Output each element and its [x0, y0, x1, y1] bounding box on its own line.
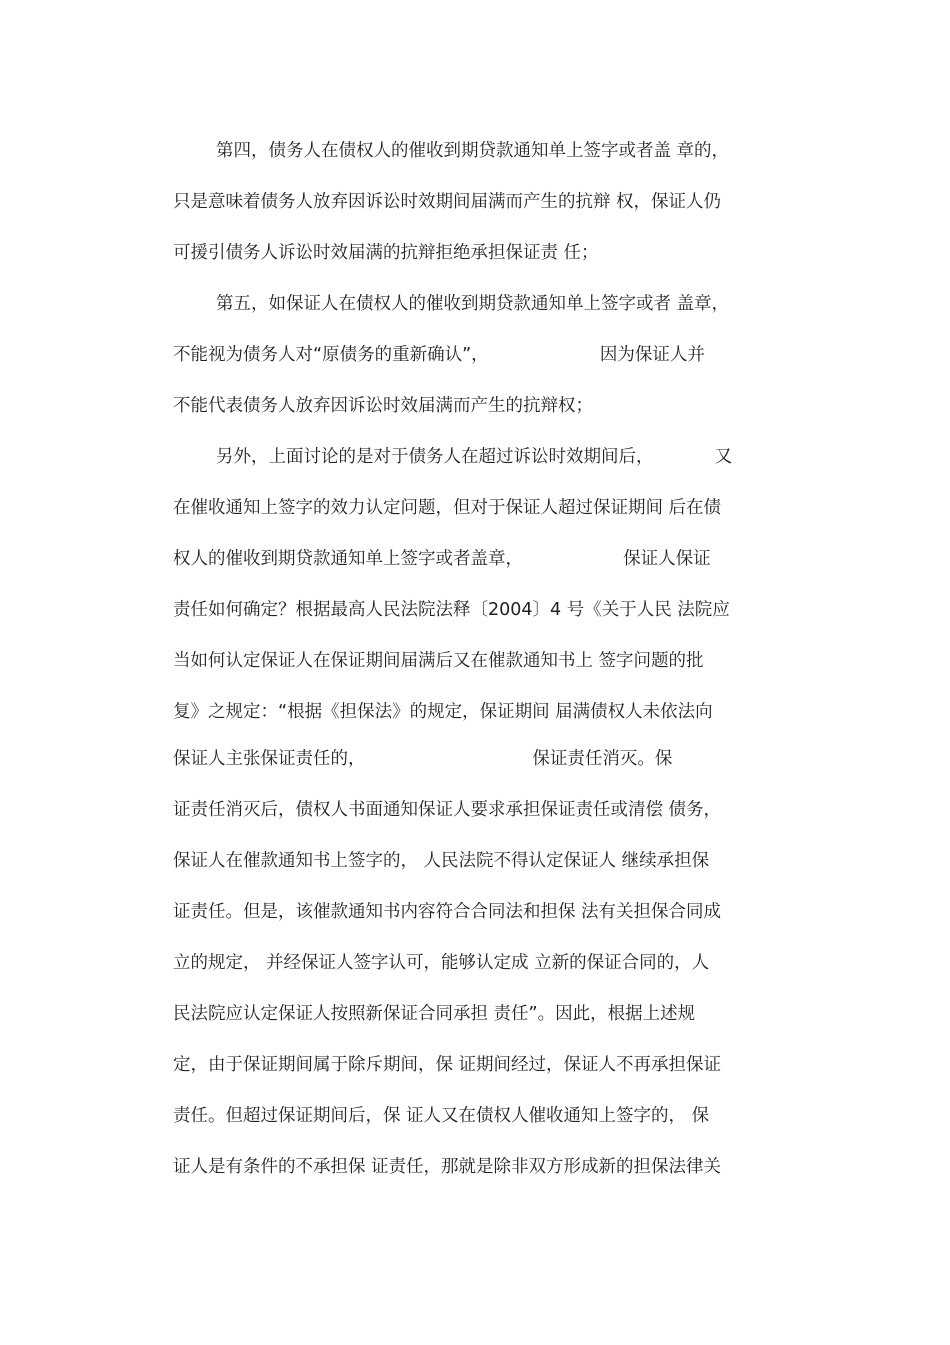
text-line: 民法院应认定保证人按照新保证合同承担 责任”。因此，根据上述规 [173, 1004, 696, 1024]
text-line: 另外，上面讨论的是对于债务人在超过诉讼时效期间后， 又 [216, 447, 733, 467]
text-line: 责任如何确定？根据最高人民法院法释〔2004〕4 号《关于人民 法院应 [173, 600, 730, 620]
text-line: 只是意味着债务人放弃因诉讼时效期间届满而产生的抗辩 权，保证人仍 [173, 192, 722, 212]
text-line: 立的规定， 并经保证人签字认可，能够认定成 立新的保证合同的，人 [173, 953, 710, 973]
text-line: 证人是有条件的不承担保 证责任，那就是除非双方形成新的担保法律关 [173, 1157, 722, 1177]
text-line: 保证人主张保证责任的， 保证责任消灭。保 [173, 749, 673, 769]
text-line: 证责任消灭后，债权人书面通知保证人要求承担保证责任或清偿 债务， [173, 800, 722, 820]
text-line: 证责任。但是，该催款通知书内容符合合同法和担保 法有关担保合同成 [173, 902, 722, 922]
text-line: 当如何认定保证人在保证期间届满后又在催款通知书上 签字问题的批 [173, 651, 704, 671]
text-line: 责任。但超过保证期间后，保 证人又在债权人催收通知上签字的， 保 [173, 1106, 710, 1126]
text-line: 不能代表债务人放弃因诉讼时效届满而产生的抗辩权； [173, 396, 593, 416]
text-line: 在催收通知上签字的效力认定问题，但对于保证人超过保证期间 后在债 [173, 498, 722, 518]
text-line: 复》之规定：“根据《担保法》的规定，保证期间 届满债权人未依法向 [173, 702, 713, 722]
text-line: 第四，债务人在债权人的催收到期贷款通知单上签字或者盖 章的， [216, 141, 730, 161]
text-line: 可援引债务人诉讼时效届满的抗辩拒绝承担保证责 任； [173, 243, 599, 263]
text-line: 定，由于保证期间属于除斥期间，保 证期间经过，保证人不再承担保证 [173, 1055, 722, 1075]
text-line: 第五，如保证人在债权人的催收到期贷款通知单上签字或者 盖章， [216, 294, 730, 314]
text-line: 保证人在催款通知书上签字的， 人民法院不得认定保证人 继续承担保 [173, 851, 710, 871]
text-line: 权人的催收到期贷款通知单上签字或者盖章， 保证人保证 [173, 549, 711, 569]
text-line: 不能视为债务人对“原债务的重新确认”， 因为保证人并 [173, 345, 705, 365]
